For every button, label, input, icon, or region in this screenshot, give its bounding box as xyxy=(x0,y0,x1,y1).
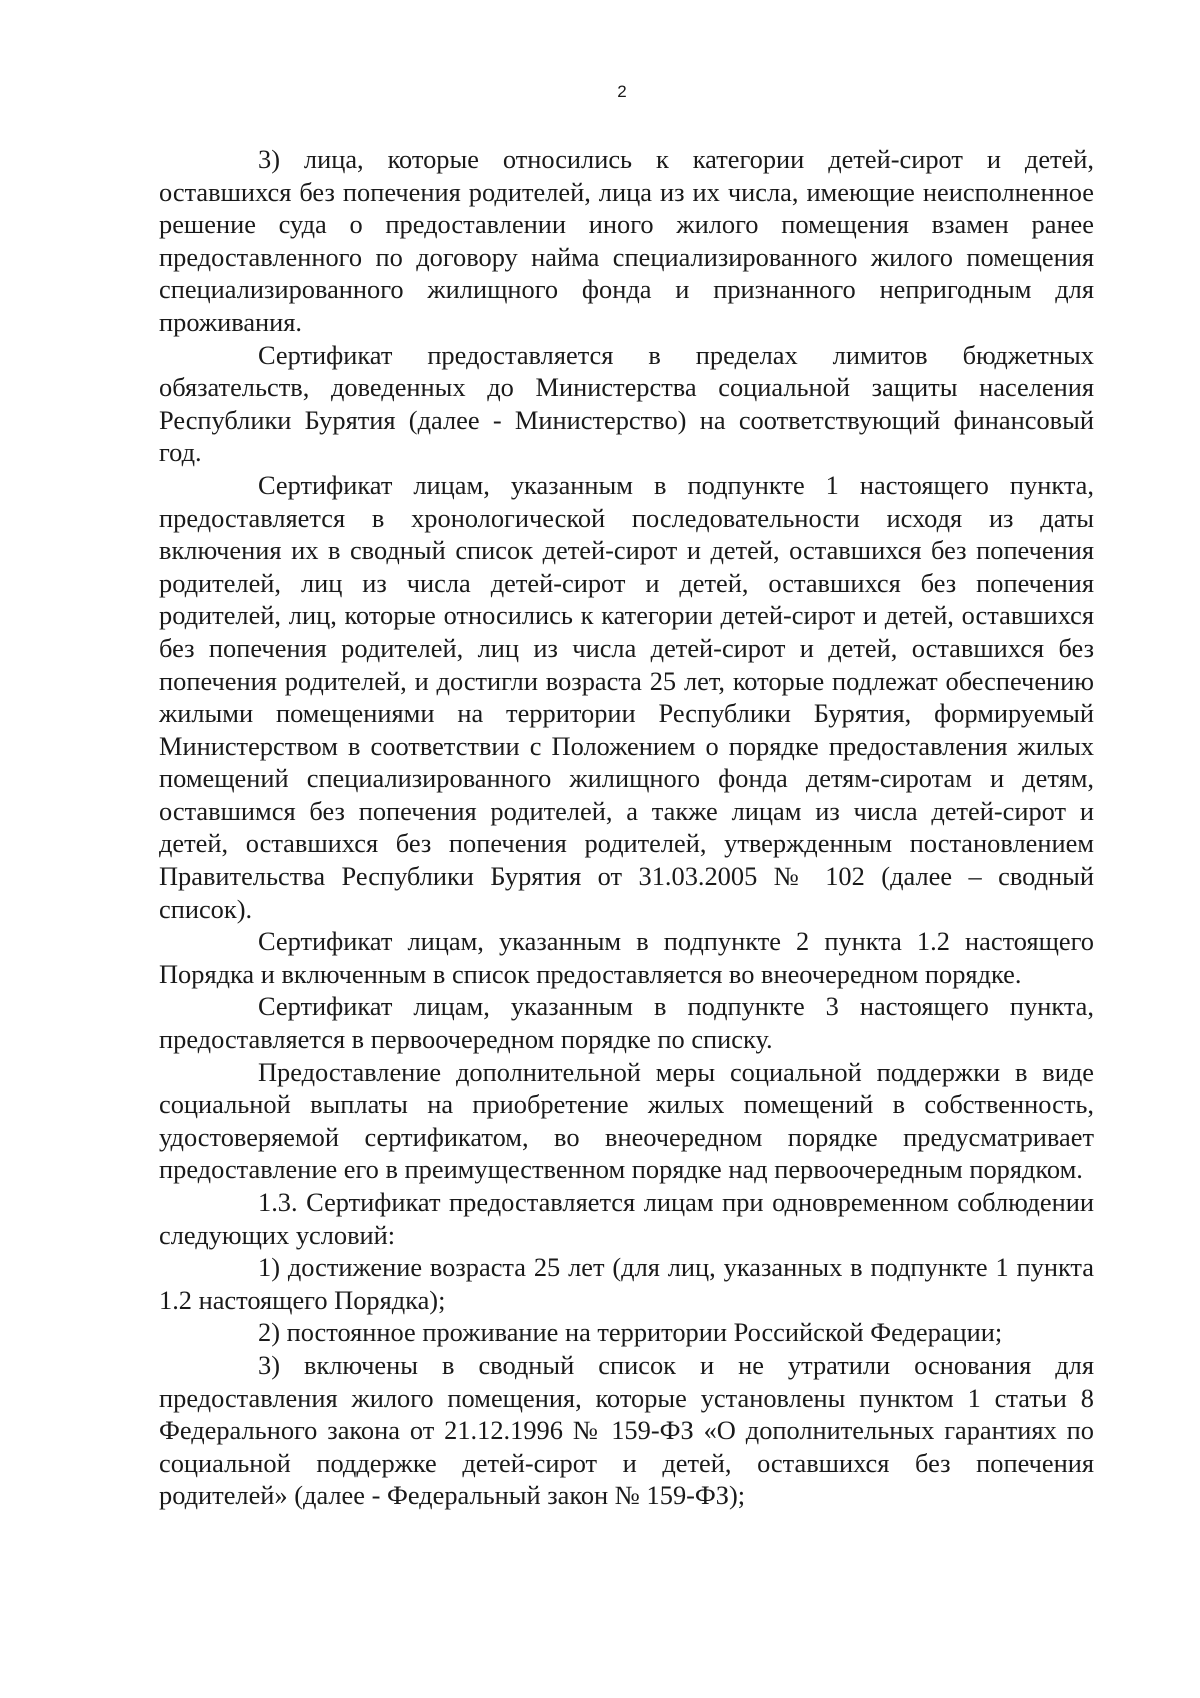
paragraph-extraordinary-over-priority: Предоставление дополнительной меры социальной поддержки в виде социальной выплаты на приобретение жилых помещений в собственность, удостоверяемой сертификатом, во внеочередном порядке предусматривает предоставление его в преимущественном порядке над первоочередным порядком. xyxy=(159,1056,1094,1185)
paragraph-condition-2-residence: 2) постоянное проживание на территории Российской Федерации; xyxy=(258,1317,1003,1348)
paragraph-section-1-3-conditions: 1.3. Сертификат предоставляется лицам при одновременном соблюдении следующих условий: xyxy=(159,1187,1094,1250)
paragraph-certificate-priority-order: Сертификат лицам, указанным в подпункте 3 настоящего пункта, предоставляется в первоочередном порядке по списку. xyxy=(159,991,1094,1055)
paragraph-certificate-extraordinary-order: Сертификат лицам, указанным в подпункте 2 пункта 1.2 настоящего Порядка и включенным в список предоставляется во внеочередном порядке. xyxy=(159,926,1094,989)
document-body xyxy=(159,143,1094,1512)
paragraph-item-3-orphans-unexecuted-decision: 3) лица, которые относились к категории детей-сирот и детей, оставшихся без попечения родителей, лица из их числа, имеющие неисполненное решение суда о предоставлении иного жилого помещения взамен ранее предоставленного по договору найма специализированного жилого помещения специализированного жилищного фонда и признанного непригодным для проживания. xyxy=(159,144,1094,337)
paragraph-certificate-chronological-order: Сертификат лицам, указанным в подпункте 1 настоящего пункта, предоставляется в хронологической последовательности исходя из даты включения их в сводный список детей-сирот и детей, оставшихся без попечения родителей, лиц из числа детей-сирот и детей, оставшихся без попечения родителей, лиц, которые относились к категории детей-сирот и детей, оставшихся без попечения родителей, лиц из числа детей-сирот и детей, оставшихся без попечения родителей, и достигли возраста 25 лет, которые подлежат обеспечению жилыми помещениями на территории Республики Бурятия, формируемый Министерством в соответствии с Положением о порядке предоставления жилых помещений специализированного жилищного фонда детям-сиротам и детям, оставшимся без попечения родителей, а также лицам из числа детей-сирот и детей, оставшихся без попечения родителей, утвержденным постановлением Правительства Республики Бурятия от 31.03.2005 № 102 (далее – сводный список). xyxy=(159,469,1094,924)
paragraph-condition-1-age: 1) достижение возраста 25 лет (для лиц, указанных в подпункте 1 пункта 1.2 настоящего Порядка); xyxy=(159,1252,1094,1315)
paragraph-condition-3-included-in-list: 3) включены в сводный список и не утратили основания для предоставления жилого помещения, которые установлены пунктом 1 статьи 8 Федерального закона от 21.12.1996 № 159-ФЗ «О дополнительных гарантиях по социальной поддержке детей-сирот и детей, оставшихся без попечения родителей» (далее - Федеральный закон № 159-ФЗ); xyxy=(159,1349,1094,1511)
page-number: 2 xyxy=(617,82,627,101)
paragraph-certificate-budget-limits: Сертификат предоставляется в пределах лимитов бюджетных обязательств, доведенных до Министерства социальной защиты населения Республики Бурятия (далее - Министерство) на соответствующий финансовый год. xyxy=(159,339,1094,468)
